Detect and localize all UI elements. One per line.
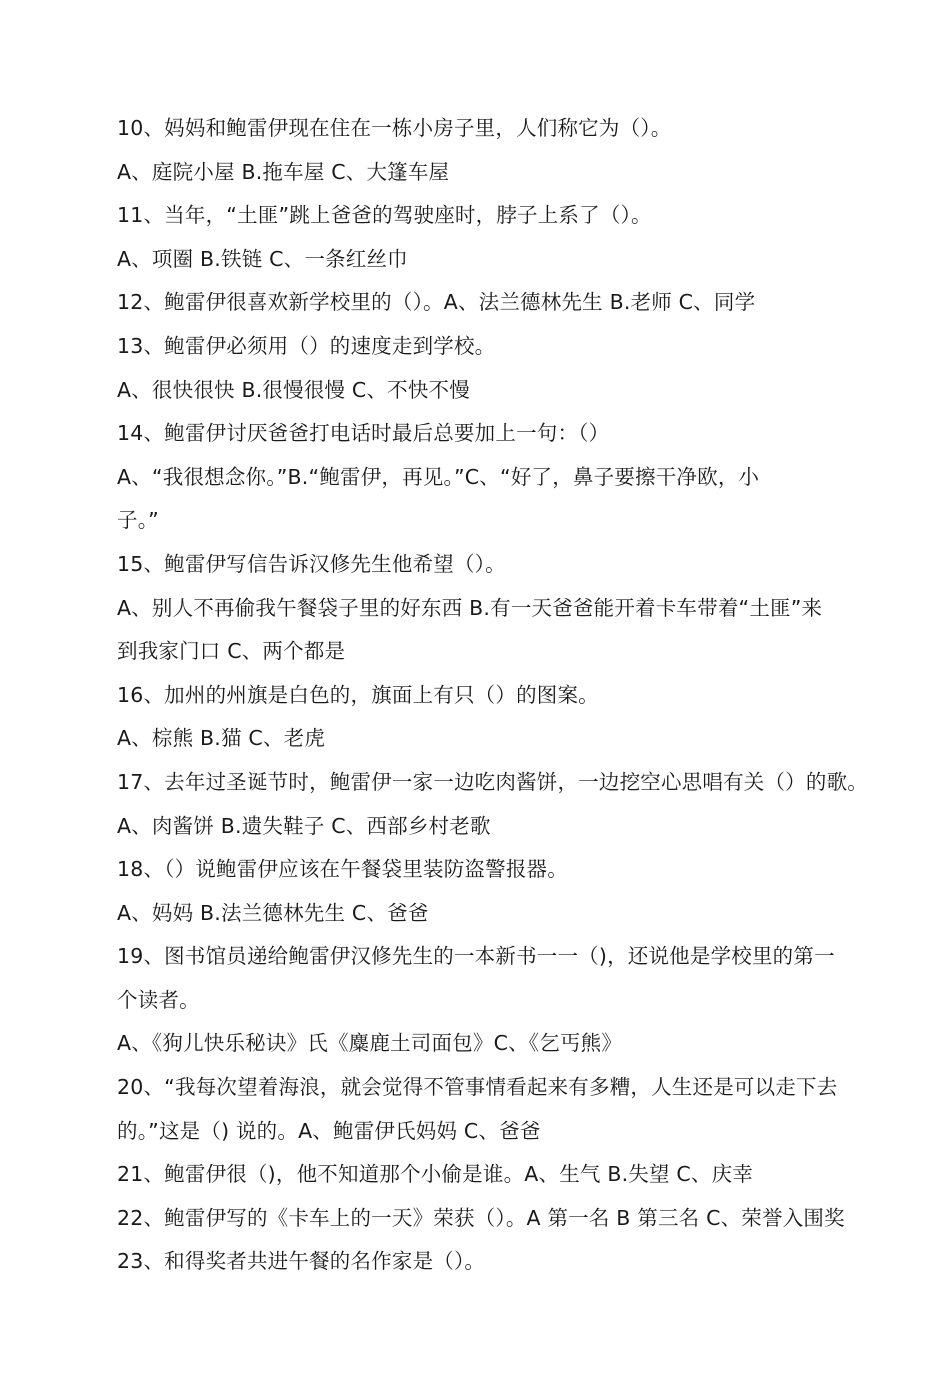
- question-17: 17、去年过圣诞节时，鲍雷伊一家一边吃肉酱饼，一边挖空心思唱有关（）的歌。: [117, 769, 868, 794]
- question-22: 22、鲍雷伊写的《卡车上的一天》荣获（）。A 第一名 B 第三名 C、荣誉入围奖: [117, 1205, 845, 1230]
- options-17: A、肉酱饼 B.遗失鞋子 C、西部乡村老歌: [117, 813, 491, 838]
- question-13: 13、鲍雷伊必须用（）的速度走到学校。: [117, 333, 496, 358]
- question-19-cont: 个读者。: [117, 987, 200, 1012]
- options-15-cont: 到我家门口 C、两个都是: [117, 639, 346, 664]
- options-14-cont: 子。”: [117, 508, 159, 533]
- options-14: A、“我很想念你。”B.“鲍雷伊，再见。”C、“好了，鼻子要擦干净欧，小: [117, 464, 760, 489]
- question-10: 10、妈妈和鲍雷伊现在住在一栋小房子里，人们称它为（）。: [117, 116, 672, 140]
- question-14: 14、鲍雷伊讨厌爸爸打电话时最后总要加上一句：（）: [117, 421, 610, 446]
- question-21: 21、鲍雷伊很（)，他不知道那个小偷是谁。A、生气 B.失望 C、庆幸: [117, 1162, 754, 1187]
- options-11: A、项圈 B.铁链 C、一条红丝巾: [117, 246, 408, 271]
- question-20-cont: 的。”这是（) 说的。A、鲍雷伊氏妈妈 C、爸爸: [117, 1118, 541, 1143]
- question-19: 19、图书馆员递给鲍雷伊汉修先生的一本新书一一（)，还说他是学校里的第一: [117, 944, 835, 969]
- question-15: 15、鲍雷伊写信告诉汉修先生他希望（）。: [117, 551, 506, 576]
- options-19: A、《狗儿快乐秘诀》氏《麋鹿土司面包》C、《乞丐熊》: [117, 1031, 623, 1056]
- question-20: 20、“我每次望着海浪，就会觉得不管事情看起来有多糟，人生还是可以走下去: [117, 1075, 838, 1100]
- options-13: A、很快很快 B.很慢很慢 C、不快不慢: [117, 377, 470, 402]
- question-16: 16、加州的州旗是白色的，旗面上有只（）的图案。: [117, 682, 599, 707]
- question-23: 23、和得奖者共进午餐的名作家是（）。: [117, 1249, 486, 1274]
- question-18: 18、（）说鲍雷伊应该在午餐袋里装防盗警报器。: [117, 857, 568, 882]
- question-list: [117, 107, 917, 1284]
- options-15: A、别人不再偷我午餐袋子里的好东西 B.有一天爸爸能开着卡车带着“土匪”来: [117, 595, 823, 620]
- options-16: A、棕熊 B.猫 C、老虎: [117, 726, 326, 751]
- question-12: 12、鲍雷伊很喜欢新学校里的（）。A、法兰德林先生 B.老师 C、同学: [117, 290, 756, 315]
- question-11: 11、当年，“土匪”跳上爸爸的驾驶座时，脖子上系了（）。: [117, 203, 652, 228]
- options-18: A、妈妈 B.法兰德林先生 C、爸爸: [117, 900, 429, 925]
- options-10: A、庭院小屋 B.拖车屋 C、大篷车屋: [117, 159, 450, 184]
